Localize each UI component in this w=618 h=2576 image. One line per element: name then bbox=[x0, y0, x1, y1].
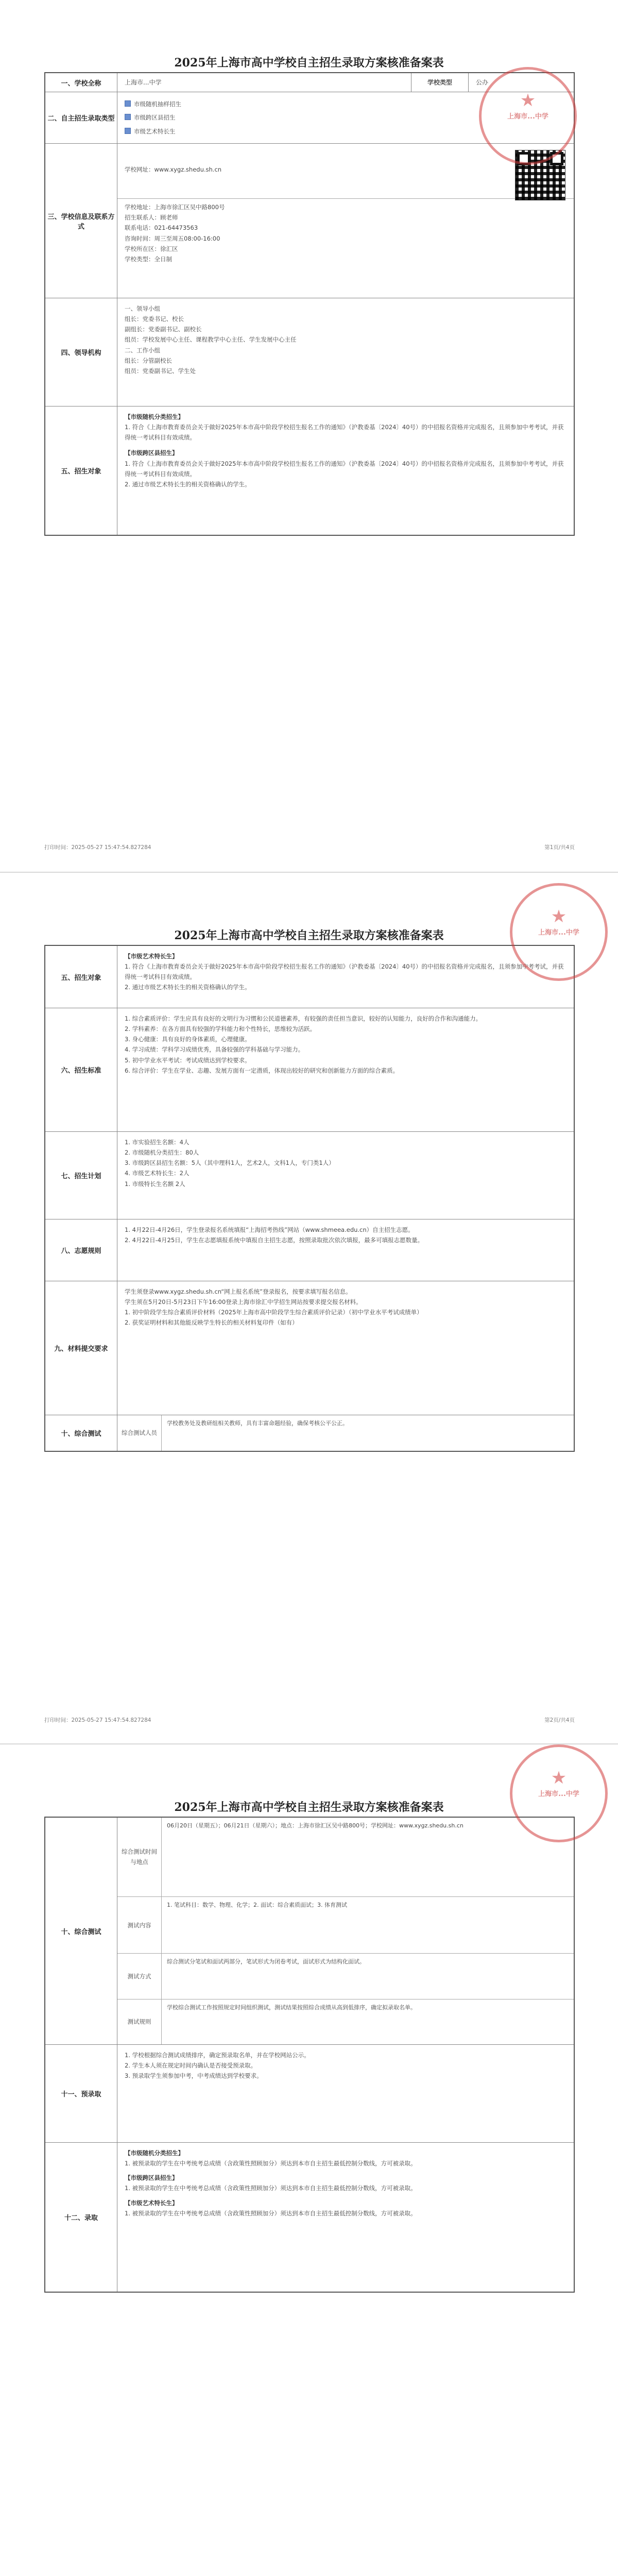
admission-line: 1. 被预录取的学生在中考统考总成绩（含政策性照顾加分）须达到本市自主招生最低控制分数线，方可被录取。 bbox=[125, 2184, 417, 2192]
standard-line: 1. 综合素质评价：学生应具有良好的文明行为习惯和公民道德素养，有较强的责任担当意识，较好的认知能力，良好的合作和沟通能力。 bbox=[125, 1015, 482, 1022]
row-enroll-target bbox=[45, 406, 574, 535]
label-comprehensive-test: 十、综合测试 bbox=[45, 1818, 117, 2044]
row-comprehensive-test-cont bbox=[45, 1818, 574, 2044]
official-seal: ★ 上海市...中学 bbox=[510, 883, 608, 981]
standard-line: 2. 学科素养：在各方面具有较强的学科能力和个性特长，思维较为活跃。 bbox=[125, 1025, 316, 1033]
target-line: 1. 符合《上海市教育委员会关于做好2025年本市高中阶段学校招生报名工作的通知》（沪教委基〔2024〕40号）的中招报名资格并完成报名，且须参加中考考试，并获得统一考试科目有效成绩。 bbox=[125, 963, 564, 981]
standard-line: 4. 学习成绩：学科学习成绩优秀，具备较强的学科基础与学习能力。 bbox=[125, 1046, 304, 1054]
star-icon: ★ bbox=[551, 906, 567, 927]
checkbox-icon[interactable] bbox=[125, 100, 131, 107]
row-leadership bbox=[45, 298, 574, 406]
page-3 bbox=[0, 1743, 618, 2576]
target-line: 1. 符合《上海市教育委员会关于做好2025年本市高中阶段学校招生报名工作的通知》（沪教委基〔2024〕40号）的中招报名资格并完成报名，且须参加中考考试，并获得统一考试科目有效成绩。 bbox=[125, 460, 564, 478]
row-materials bbox=[45, 1281, 574, 1415]
admission-line: 1. 被预录取的学生在中考统考总成绩（含政策性照顾加分）须达到本市自主招生最低控制分数线，方可被录取。 bbox=[125, 2160, 417, 2167]
leadership-line: 组长：分管副校长 bbox=[125, 357, 172, 364]
category-title: 【市级艺术特长生】 bbox=[125, 953, 178, 960]
row-admission bbox=[45, 2142, 574, 2292]
standard-line: 5. 初中学业水平考试：考试成绩达到学校要求。 bbox=[125, 1056, 251, 1064]
target-line: 1. 符合《上海市教育委员会关于做好2025年本市高中阶段学校招生报名工作的通知》（沪教委基〔2024〕40号）的中招报名资格并完成报名，且须参加中考考试，并获得统一考试科目有效成绩。 bbox=[125, 423, 564, 442]
row-wish-rules bbox=[45, 1219, 574, 1281]
label-enroll-standard: 六、招生标准 bbox=[45, 1008, 117, 1131]
checkbox-icon[interactable] bbox=[125, 128, 131, 134]
school-website[interactable]: 学校网址：www.xygz.shedu.sh.cn bbox=[125, 166, 222, 173]
row-comprehensive-test bbox=[45, 1415, 574, 1451]
record-table bbox=[44, 72, 575, 536]
pre-line: 3. 预录取学生须参加中考，中考成绩达到学校要求。 bbox=[125, 2072, 263, 2080]
star-icon: ★ bbox=[551, 1768, 567, 1788]
label-school-info: 三、学校信息及联系方式 bbox=[45, 144, 117, 298]
test-sub-row: 测试内容 1. 笔试科目：数学、物理、化学；2. 面试：综合素质面试；3. 体育测试 bbox=[117, 1896, 574, 1953]
row-pre-admission bbox=[45, 2044, 574, 2142]
page-title: 2025年上海市高中学校自主招生录取方案核准备案表 bbox=[174, 1801, 444, 1814]
option-cross-district[interactable]: 市级跨区县招生 bbox=[125, 112, 566, 123]
school-type-label: 学校类型 bbox=[411, 73, 469, 92]
label-enroll-target: 五、招生对象 bbox=[45, 406, 117, 535]
category-title: 【市级随机分类招生】 bbox=[125, 413, 184, 420]
school-name-value: 上海市...中学 bbox=[125, 78, 162, 86]
school-consult-time: 咨询时间：周三至周五08:00-16:00 bbox=[125, 234, 220, 242]
materials-line: 1. 初中阶段学生综合素质评价材料（2025年上海市高中阶段学生综合素质评价记录）（初中学业水平考试成绩单） bbox=[125, 1309, 423, 1316]
label-enroll-target: 五、招生对象 bbox=[45, 946, 117, 1008]
row-school-info bbox=[45, 143, 574, 298]
plan-line: 4. 市级艺术特长生：2人 bbox=[125, 1170, 190, 1177]
official-seal: ★ 上海市...中学 bbox=[510, 1744, 608, 1842]
label-comprehensive-test: 十、综合测试 bbox=[45, 1415, 117, 1451]
label-leadership: 四、领导机构 bbox=[45, 298, 117, 406]
row-enroll-plan bbox=[45, 1131, 574, 1219]
row-school-name bbox=[45, 73, 574, 92]
label-pre-admission: 十一、预录取 bbox=[45, 2045, 117, 2142]
row-admission-type bbox=[45, 92, 574, 143]
page-1: 2025年上海市高中学校自主招生录取方案核准备案表 一、学校全称 上海市...中学 学校类型 公办 二、自主招生录取类型 市级随机抽样招生 市级跨区县招生 市级艺术特长生 三、学校信息及联系方式 学校网址：www.xygz.shedu.sh.cn 学校地址：上海市徐汇区吴中路800号 招生联系人：顾老师 联系电话：021-64473563 咨询时间：周三至周五08:00-16:00 学校所在区：徐汇区 学校类型：全日制 四、领导机构 一、领导小组 组长：党委书记、校长 副组长：党委副书记、副校长 组员：学校发展中心主任、课程教学中心主任、学生发展中心主任 二、工作小组 组长：分管副校长 组员：党委副书记、学生处 五、招生对象 【市级随机分类招生】 1. 符合《上海市教育委员会关于做好2025年本市高中阶段学校招生报名工作的通知》（沪教委基〔2024〕40号）的中招报名资格并完成报名，且须参加中考考试，并获得统一考试科目有效成绩。 【市级跨区县招生】 1. 符合《上海市教育委员会关于做好2025年本市高中阶段学校招生报名工作的通知》（沪教委基〔2024〕40号）的中招报名资格并完成报名，且须参加中考考试，并获得统一考试科目有效成绩。 2. 通过市级艺术特长生的相关资格确认的学生。 ★ 上海市...中学 打印时间：2025-05-27 15:47:54.827284 第1页/共4页 bbox=[0, 0, 618, 871]
page-2: 2025年上海市高中学校自主招生录取方案核准备案表 五、招生对象 【市级艺术特长生】 1. 符合《上海市教育委员会关于做好2025年本市高中阶段学校招生报名工作的通知》（沪教委基〔2024〕40号）的中招报名资格并完成报名，且须参加中考考试，并获得统一考试科目有效成绩。 2. 通过市级艺术特长生的相关资格确认的学生。 六、招生标准 1. 综合素质评价：学生应具有良好的文明行为习惯和公民道德素养，有较强的责任担当意识，较好的认知能力，良好的合作和沟通能力。 2. 学科素养：在各方面具有较强的学科能力和个性特长，思维较为活跃。 3. 身心健康：具有良好的身体素质，心理健康。 4. 学习成绩：学科学习成绩优秀，具备较强的学科基础与学习能力。 5. 初中学业水平考试：考试成绩达到学校要求。 6. 综合评价：学生在学业、志趣、发展方面有一定潜质，体现出较好的研究和创新能力方面的综合素质。 七、招生计划 1. 市实验招生名额：4人 2. 市级随机分类招生：80人 3. 市级跨区县招生名额：5人（其中理科1人，艺术2人，文科1人，专门类1人） 4. 市级艺术特长生：2人 1. 市级特长生名额 2人 八、志愿规则 1. 4月22日-4月26日，学生登录报名系统填报“上海招考热线”网站（www.shmeea.edu.cn）自主招生志愿。 2. 4月22日-4月25日，学生在志愿填报系统中填报自主招生志愿，按照录取批次依次填报，最多可填报志愿数量。 九、材料提交要求 学生须登录www.xygz.shedu.sh.cn“网上报名系统”登录报名，按要求填写报名信息。 学生须在5月20日-5月23日下午16:00登录上海市徐汇中学招生网站按要求提交报名材料。 1. 初中阶段学生综合素质评价材料（2025年上海市高中阶段学生综合素质评价记录）（初中学业水平考试成绩单） 2. 获奖证明材料和其他能反映学生特长的相关材料复印件（如有） 十、综合测试 综合测试人员 学校教务处及教研组相关教师，具有丰富命题经验，确保考核公平公正。 ★ 上海市...中学 打印时间：2025-05-27 15:47:54.827284 第2页/共4页 bbox=[0, 872, 618, 1743]
materials-line: 学生须登录www.xygz.shedu.sh.cn“网上报名系统”登录报名，按要求填写报名信息。 bbox=[125, 1288, 352, 1295]
school-campus: 学校类型：全日制 bbox=[125, 255, 172, 263]
school-address: 学校地址：上海市徐汇区吴中路800号 bbox=[125, 204, 225, 211]
record-table bbox=[44, 945, 575, 1452]
plan-line: 1. 市级特长生名额 2人 bbox=[125, 1180, 185, 1188]
school-district: 学校所在区：徐汇区 bbox=[125, 245, 178, 252]
leadership-line: 组员：党委副书记、学生处 bbox=[125, 367, 196, 375]
category-title: 【市级艺术特长生】 bbox=[125, 2199, 178, 2207]
label-materials: 九、材料提交要求 bbox=[45, 1281, 117, 1415]
leadership-line: 一、领导小组 bbox=[125, 305, 160, 312]
checkbox-icon[interactable] bbox=[125, 114, 131, 120]
star-icon: ★ bbox=[520, 90, 536, 111]
leadership-line: 副组长：党委副书记、副校长 bbox=[125, 326, 202, 333]
plan-line: 2. 市级随机分类招生：80人 bbox=[125, 1149, 199, 1157]
test-sub-row: 综合测试人员 学校教务处及教研组相关教师，具有丰富命题经验，确保考核公平公正。 bbox=[117, 1415, 574, 1451]
wish-line: 2. 4月22日-4月25日，学生在志愿填报系统中填报自主招生志愿，按照录取批次依次填报，最多可填报志愿数量。 bbox=[125, 1236, 424, 1244]
label-school-name: 一、学校全称 bbox=[45, 73, 117, 92]
target-line: 2. 通过市级艺术特长生的相关资格确认的学生。 bbox=[125, 480, 251, 488]
standard-line: 6. 综合评价：学生在学业、志趣、发展方面有一定潜质，体现出较好的研究和创新能力方面的综合素质。 bbox=[125, 1066, 399, 1074]
label-enroll-plan: 七、招生计划 bbox=[45, 1132, 117, 1219]
materials-line: 2. 获奖证明材料和其他能反映学生特长的相关材料复印件（如有） bbox=[125, 1319, 298, 1327]
option-art[interactable]: 市级艺术特长生 bbox=[125, 126, 566, 137]
label-admission: 十二、录取 bbox=[45, 2143, 117, 2292]
label-admission-type: 二、自主招生录取类型 bbox=[45, 92, 117, 143]
page-title: 2025年上海市高中学校自主招生录取方案核准备案表 bbox=[174, 929, 444, 942]
record-table bbox=[44, 1817, 575, 2293]
test-sub-row: 测试方式 综合测试分笔试和面试两部分，笔试形式为闭卷考试，面试形式为结构化面试。 bbox=[117, 1953, 574, 1998]
leadership-line: 组长：党委书记、校长 bbox=[125, 315, 184, 323]
row-enroll-target-cont bbox=[45, 946, 574, 1008]
qr-code-icon bbox=[515, 150, 565, 200]
option-random[interactable]: 市级随机抽样招生 bbox=[125, 99, 566, 109]
leadership-line: 二、工作小组 bbox=[125, 346, 160, 354]
school-phone: 联系电话：021-64473563 bbox=[125, 224, 198, 232]
target-line: 2. 通过市级艺术特长生的相关资格确认的学生。 bbox=[125, 984, 251, 991]
test-sub-row: 综合测试时间与地点 06月20日（星期五）；06月21日（星期六）；地点：上海市徐汇区吴中路800号；学校网址：www.xygz.shedu.sh.cn bbox=[117, 1818, 574, 1896]
pre-line: 2. 学生本人须在规定时间内确认是否接受预录取。 bbox=[125, 2062, 257, 2070]
admission-line: 1. 被预录取的学生在中考统考总成绩（含政策性照顾加分）须达到本市自主招生最低控制分数线，方可被录取。 bbox=[125, 2209, 417, 2217]
plan-line: 3. 市级跨区县招生名额：5人（其中理科1人，艺术2人，文科1人，专门类1人） bbox=[125, 1159, 335, 1167]
category-title: 【市级跨区县招生】 bbox=[125, 2174, 178, 2182]
official-seal: ★ 上海市...中学 bbox=[479, 67, 577, 165]
school-contact: 招生联系人：顾老师 bbox=[125, 214, 178, 222]
plan-line: 1. 市实验招生名额：4人 bbox=[125, 1139, 190, 1146]
row-enroll-standard bbox=[45, 1008, 574, 1131]
materials-line: 学生须在5月20日-5月23日下午16:00登录上海市徐汇中学招生网站按要求提交报名材料。 bbox=[125, 1298, 362, 1306]
category-title: 【市级跨区县招生】 bbox=[125, 449, 178, 457]
page-title: 2025年上海市高中学校自主招生录取方案核准备案表 bbox=[174, 56, 444, 70]
pre-line: 1. 学校根据综合测试成绩排序，确定预录取名单，并在学校网站公示。 bbox=[125, 2052, 310, 2059]
leadership-line: 组员：学校发展中心主任、课程教学中心主任、学生发展中心主任 bbox=[125, 336, 297, 344]
label-wish-rules: 八、志愿规则 bbox=[45, 1219, 117, 1281]
standard-line: 3. 身心健康：具有良好的身体素质，心理健康。 bbox=[125, 1036, 251, 1043]
test-sub-row: 测试规则 学校综合测试工作按照规定时间组织测试，测试结果按照综合成绩从高到低排序，确定拟录取名单。 bbox=[117, 1999, 574, 2044]
wish-line: 1. 4月22日-4月26日，学生登录报名系统填报“上海招考热线”网站（www.shmeea.edu.cn）自主招生志愿。 bbox=[125, 1226, 414, 1233]
category-title: 【市级随机分类招生】 bbox=[125, 2149, 184, 2157]
school-type-value: 公办 bbox=[476, 78, 489, 86]
